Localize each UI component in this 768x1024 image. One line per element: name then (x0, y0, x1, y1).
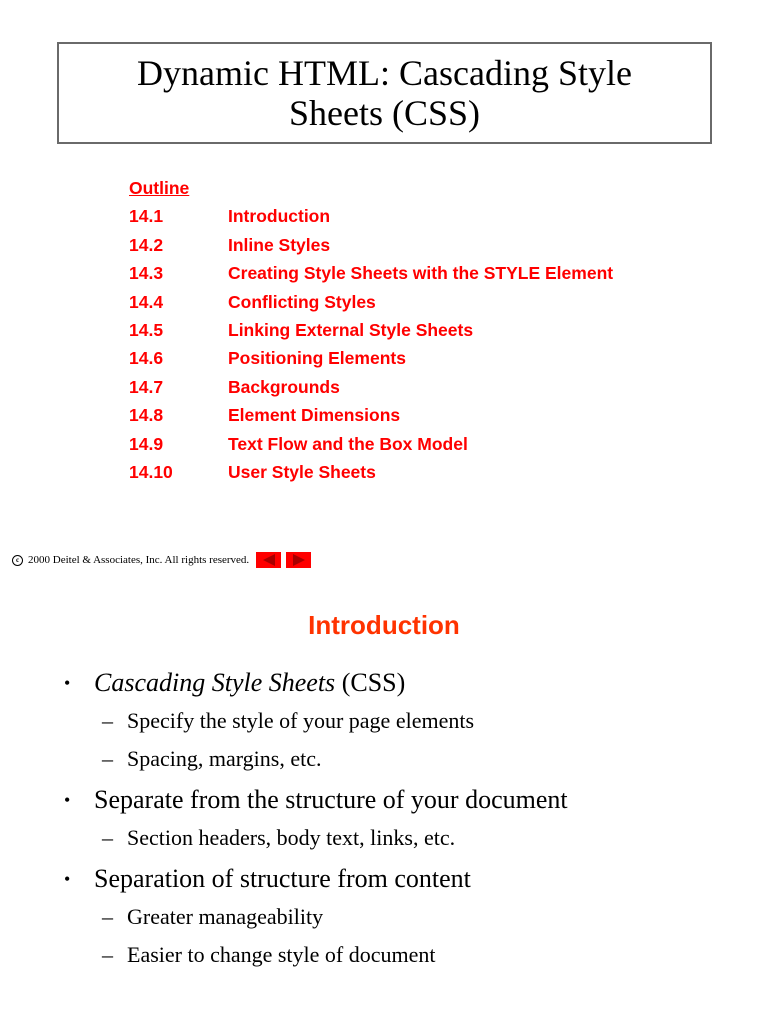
previous-slide-button[interactable] (256, 552, 281, 568)
outline-item-label: Inline Styles (228, 234, 331, 255)
slide-footer (12, 552, 311, 568)
outline-item-label: Linking External Style Sheets (228, 319, 474, 340)
outline-item[interactable] (129, 318, 613, 346)
dash-icon: – (102, 942, 113, 967)
outline-item-label: Positioning Elements (228, 348, 406, 369)
bullet-text: Separate from the structure of your document (94, 785, 568, 814)
bullet-text: Separation of structure from content (94, 864, 471, 893)
slide-title-box (57, 42, 712, 144)
outline-item[interactable] (129, 460, 613, 488)
outline (129, 176, 613, 488)
bullet-icon: • (64, 673, 71, 693)
bullet-text-italic: Cascading Style Sheets (94, 668, 336, 697)
bullet-item (64, 781, 568, 857)
sub-bullet-item (64, 702, 568, 740)
bullet-icon: • (64, 790, 71, 810)
outline-item[interactable] (129, 204, 613, 232)
copyright-text: 2000 Deitel & Associates, Inc. All rights reserved. (28, 554, 250, 566)
bullet-item (64, 664, 568, 778)
sub-bullet-text: Section headers, body text, links, etc. (127, 825, 456, 850)
outline-item-label: Text Flow and the Box Model (228, 433, 468, 454)
sub-bullet-item (64, 936, 568, 974)
bullet-text-rest: (CSS) (335, 668, 406, 697)
outline-item-number: 14.4 (129, 291, 164, 312)
outline-item-label: Introduction (228, 206, 331, 227)
outline-heading-link[interactable]: Outline (129, 178, 190, 198)
outline-item-number: 14.10 (129, 461, 173, 482)
outline-item[interactable] (129, 432, 613, 460)
triangle-left-icon (263, 554, 275, 566)
outline-item-label: Backgrounds (228, 376, 340, 397)
sub-bullet-text: Easier to change style of document (127, 942, 436, 967)
outline-item-number: 14.9 (129, 433, 164, 454)
outline-item[interactable] (129, 233, 613, 261)
slide-title: Dynamic HTML: Cascading Style Sheets (CSS) (137, 53, 632, 133)
dash-icon: – (102, 904, 113, 929)
outline-item-number: 14.6 (129, 348, 164, 369)
outline-item-label: Element Dimensions (228, 405, 401, 426)
outline-item[interactable] (129, 261, 613, 289)
sub-bullet-text: Specify the style of your page elements (127, 708, 475, 733)
sub-bullet-text: Spacing, margins, etc. (127, 746, 322, 771)
outline-item-number: 14.7 (129, 376, 164, 397)
copyright-icon: c (12, 555, 23, 566)
sub-bullet-text: Greater manageability (127, 904, 324, 929)
section-title: Introduction (308, 610, 460, 640)
dash-icon: – (102, 746, 113, 771)
outline-item[interactable] (129, 346, 613, 374)
outline-item-number: 14.8 (129, 405, 164, 426)
outline-item-label: User Style Sheets (228, 461, 376, 482)
bullet-text (94, 664, 405, 702)
sub-bullet-item (64, 740, 568, 778)
bullet-icon: • (64, 869, 71, 889)
outline-item-label: Conflicting Styles (228, 291, 376, 312)
outline-item[interactable] (129, 375, 613, 403)
outline-item[interactable] (129, 290, 613, 318)
sub-bullet-item (64, 898, 568, 936)
outline-item-label: Creating Style Sheets with the STYLE Element (228, 263, 614, 284)
next-slide-button[interactable] (286, 552, 311, 568)
dash-icon: – (102, 825, 113, 850)
sub-bullet-item (64, 819, 568, 857)
dash-icon: – (102, 708, 113, 733)
outline-item[interactable] (129, 403, 613, 431)
outline-item-number: 14.3 (129, 263, 164, 284)
bullet-list (64, 664, 568, 977)
outline-item-number: 14.2 (129, 234, 164, 255)
outline-item-number: 14.5 (129, 319, 164, 340)
bullet-item (64, 860, 568, 974)
outline-item-number: 14.1 (129, 206, 164, 227)
triangle-right-icon (293, 554, 305, 566)
